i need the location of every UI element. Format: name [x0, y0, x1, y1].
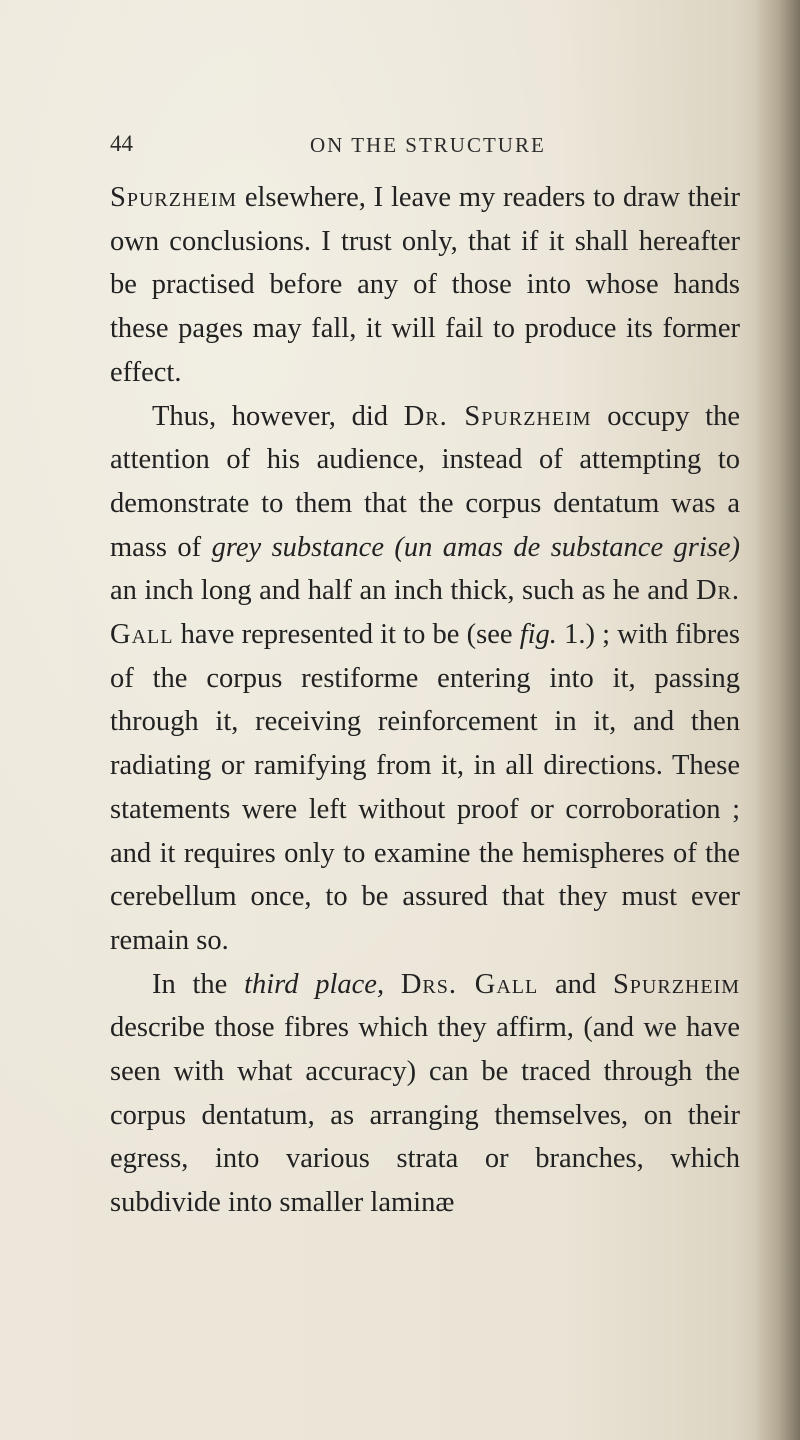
text-segment: grey substance (un amas de substance grise) [211, 531, 740, 563]
paragraph [110, 395, 740, 963]
text-segment: fig. [519, 619, 557, 651]
text-segment: In the [152, 968, 245, 1000]
text-segment: and [538, 968, 613, 1000]
text-segment: Dr. Gall [110, 575, 740, 651]
text-segment: 1.) ; with fibres of the corpus restiforme entering into it, passing through it, receiving reinforcement in it, and then radiating or ramifying from it, in all directions. These statements were left without proof or corroboration ; and it requires only to examine the hemispheres of the cerebellum once, to be assured that they must ever remain so. [110, 619, 740, 956]
text-segment [384, 969, 401, 1000]
page-number: 44 [110, 131, 133, 156]
paragraph [110, 963, 740, 1225]
text-segment: elsewhere, I leave my readers to draw their own conclusions. I trust only, that if it shall hereafter be practised before any of those into whose hands these pages may fall, it will fail to produce its former effect. [110, 182, 740, 388]
text-segment: Thus, however, did [152, 400, 404, 432]
body-text [110, 176, 740, 1225]
running-head: ON THE STRUCTURE [310, 133, 546, 157]
text-segment: Spurzheim [110, 182, 238, 213]
text-segment: Drs. Gall [400, 968, 539, 1000]
page-header [110, 131, 750, 171]
text-segment: third place, [244, 968, 385, 1000]
text-segment: have represented it to be (see [173, 619, 520, 651]
text-segment: Spurzheim [612, 968, 741, 1000]
text-segment: Dr. Spurzheim [403, 400, 592, 432]
paragraph [110, 176, 740, 395]
text-segment: describe those fibres which they affirm, (and we have seen with what accuracy) can be traced through the corpus dentatum, as arranging themselves, on their egress, into various strata or branches, which subdivide into smaller laminæ [110, 1012, 740, 1219]
text-segment: occupy the attention of his audience, instead of attempting to demonstrate to them that the corpus dentatum was a mass of [110, 400, 740, 563]
page-edge-shadow [754, 0, 800, 1440]
text-segment: an inch long and half an inch thick, such as he and [110, 575, 696, 607]
